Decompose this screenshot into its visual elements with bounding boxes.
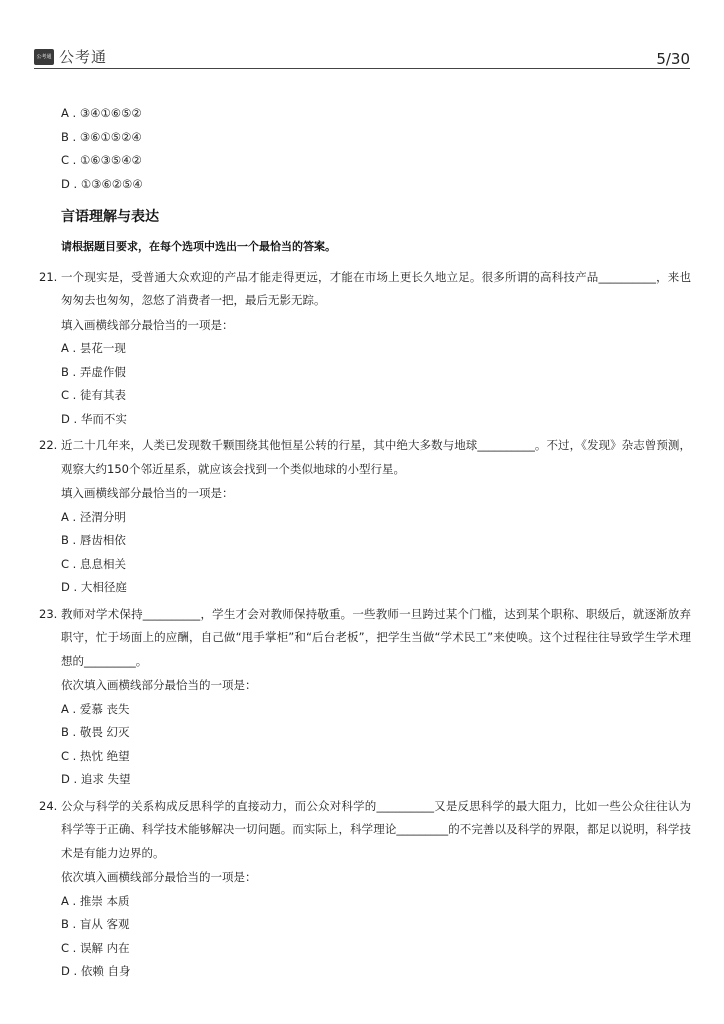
option-c: C . 息息相关: [61, 556, 126, 571]
option-b: B . 弄虚作假: [61, 364, 126, 379]
question-text: 近二十几年来，人类已发现数千颗围绕其他恒星公转的行星，其中绝大多数与地球__________。不过，《发现》杂志曾预测，观察大约150个邻近星系，就应该会找到一个类似地球的小型行星。: [61, 438, 691, 476]
logo-icon: 公考通: [34, 49, 54, 65]
question-21: [39, 266, 691, 427]
question-text: 一个现实是，受普通大众欢迎的产品才能走得更远，才能在市场上更长久地立足。很多所谓的高科技产品__________，来也匆匆去也匆匆，忽悠了消费者一把，最后无影无踪。: [61, 269, 691, 307]
brand-logo: [34, 46, 107, 67]
section-title: 言语理解与表达: [61, 208, 159, 225]
question-23: [39, 603, 691, 788]
question-prompt: 填入画横线部分最恰当的一项是：: [61, 486, 234, 500]
option-a: A . 推崇 本质: [61, 893, 130, 908]
page-number: 5/30: [656, 50, 690, 68]
option-d: D . 华而不实: [61, 411, 127, 426]
page-header: [34, 40, 690, 70]
question-number: 22.: [39, 438, 58, 452]
option-b: B . ③⑥①⑤②④: [61, 129, 142, 144]
option-c: C . 热忱 绝望: [61, 748, 130, 763]
option-b: B . 敬畏 幻灭: [61, 725, 130, 739]
question-text: 教师对学术保持__________，学生才会对教师保持敬重。一些教师一旦跨过某个门槛，达到某个职称、职级后，就逐渐放弃职守，忙于场面上的应酬，自己做“甩手掌柜”和“后台老板”，把学生当做“学术民工”来使唤。这个过程往往导致学生学术理想的_________。: [61, 606, 691, 668]
option-d: D . 追求 失望: [61, 772, 131, 786]
header-divider: [34, 68, 690, 69]
option-a: A . 昙花一现: [61, 341, 126, 355]
question-text: 公众与科学的关系构成反思科学的直接动力，而公众对科学的__________又是反思科学的最大阻力，比如一些公众往往认为科学等于正确、科学技术能够解决一切问题。而实际上，科学理论_________的不完善以及科学的界限，都足以说明，科学技术是有能力边界的。: [61, 798, 691, 860]
option-a: A . ③④①⑥⑤②: [61, 106, 142, 120]
previous-question-options: [39, 105, 691, 192]
option-b: B . 盲从 客观: [61, 917, 130, 931]
question-24: [39, 795, 691, 980]
section-instruction: 请根据题目要求，在每个选项中选出一个最恰当的答案。: [61, 239, 336, 253]
question-22: [39, 434, 691, 595]
logo-text: 公考通: [59, 48, 108, 66]
question-prompt: 填入画横线部分最恰当的一项是：: [61, 317, 234, 332]
page-content: [39, 105, 691, 987]
option-d: D . 依赖 自身: [61, 964, 131, 978]
option-a: A . 爱慕 丧失: [61, 701, 130, 716]
question-prompt: 依次填入画横线部分最恰当的一项是：: [61, 870, 257, 884]
question-prompt: 依次填入画横线部分最恰当的一项是：: [61, 678, 257, 692]
option-d: D . ①③⑥②⑤④: [61, 176, 143, 191]
question-number: 23.: [39, 606, 58, 621]
option-c: C . ①⑥③⑤④②: [61, 153, 142, 167]
question-number: 21.: [39, 269, 58, 284]
option-a: A . 泾渭分明: [61, 509, 126, 524]
option-c: C . 误解 内在: [61, 940, 130, 955]
option-b: B . 唇齿相依: [61, 533, 126, 547]
question-number: 24.: [39, 798, 58, 813]
option-c: C . 徒有其表: [61, 388, 126, 402]
option-d: D . 大相径庭: [61, 580, 127, 594]
